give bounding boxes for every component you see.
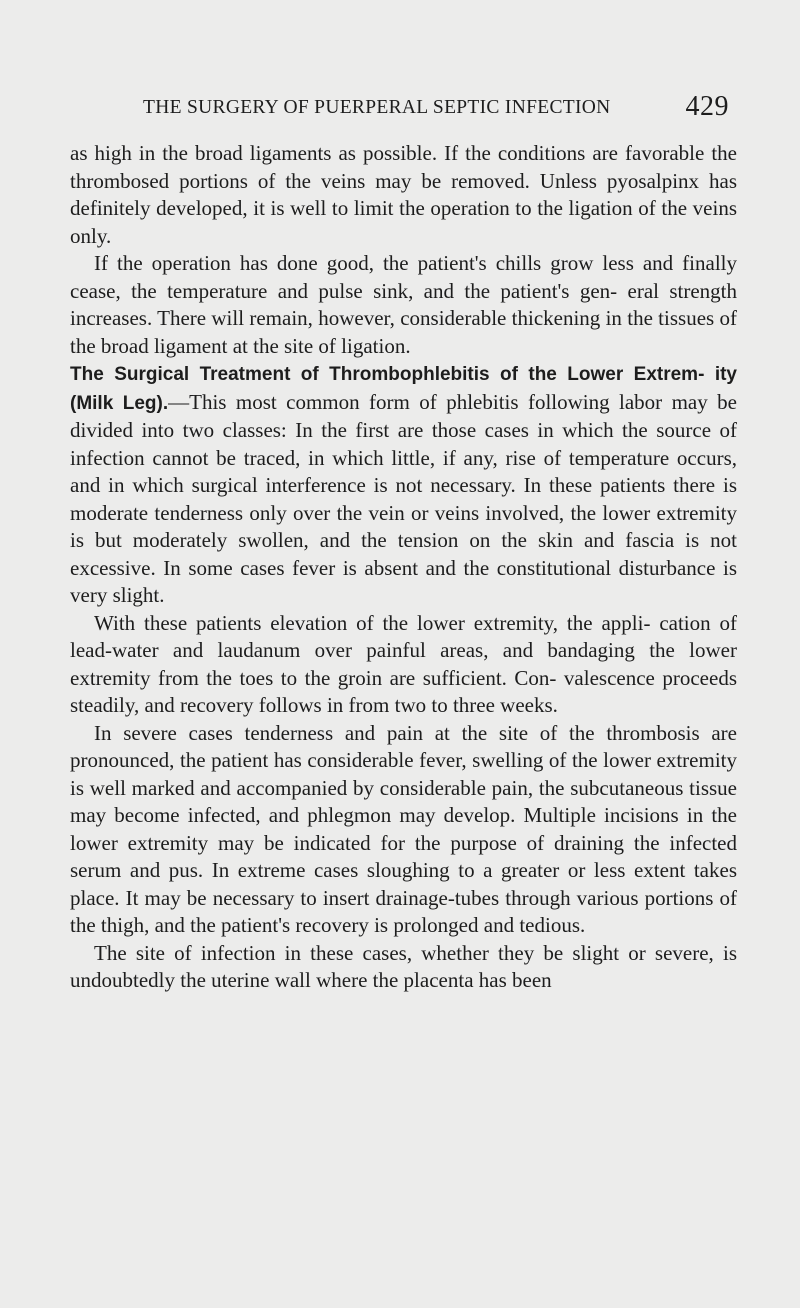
running-title: THE SURGERY OF PUERPERAL SEPTIC INFECTION [143, 97, 611, 118]
paragraph-milk-leg [70, 360, 737, 610]
body-text [70, 140, 737, 995]
running-head [70, 91, 730, 126]
paragraph-site-of-infection: The site of infection in these cases, whether they be slight or severe, is undoubtedly the uterine wall where the placenta has been [70, 940, 737, 992]
paragraph-severe-cases: In severe cases tenderness and pain at the site of the thrombosis are pronounced, the patient has considerable fever, swelling of the lower extremity is well marked and accompanied by considerable pain, the subcutaneous tissue may become infected, and phlegmon may develop. Multiple incisions in the lower extremity may be indicated for the purpose of draining the infected serum and pus. In extreme cases sloughing to a greater or less extent takes place. It may be necessary to insert drainage-tubes through various portions of the thigh, and the patient's recovery is prolonged and tedious. [70, 720, 737, 937]
paragraph-operation-result: If the operation has done good, the patient's chills grow less and finally cease, the temperature and pulse sink, and the patient's gen- eral strength increases. There will remain, however, considerable thickening in the tissues of the broad ligament at the site of ligation. [70, 251, 737, 358]
paragraph-mild-treatment: With these patients elevation of the lower extremity, the appli- cation of lead-water and laudanum over painful areas, and bandaging the lower extremity from the toes to the groin are sufficient. Con- valescence proceeds steadily, and recovery follows in from two to three weeks. [70, 610, 737, 717]
section-heading-text: —This most common form of phlebitis following labor may be divided into two classes: In the first are those cases in which the source of infection cannot be traced, in which little, if any, rise of temperature occurs, and in which surgical interference is not necessary. In these patients there is moderate tenderness only over the vein or veins involved, the lower extremity is but moderately swollen, and the tension on the skin and fascia is not excessive. In some cases fever is absent and the constitutional disturbance is very slight. [70, 389, 737, 607]
section-heading: The Surgical Treatment of Thrombophlebitis of the Lower Extrem- ity (Milk Leg). [70, 364, 737, 414]
page-number: 429 [685, 91, 729, 122]
paragraph-continuation: as high in the broad ligaments as possible. If the conditions are favorable the thrombosed portions of the veins may be removed. Unless pyosalpinx has definitely developed, it is well to limit the operation to the ligation of the veins only. [70, 141, 737, 248]
